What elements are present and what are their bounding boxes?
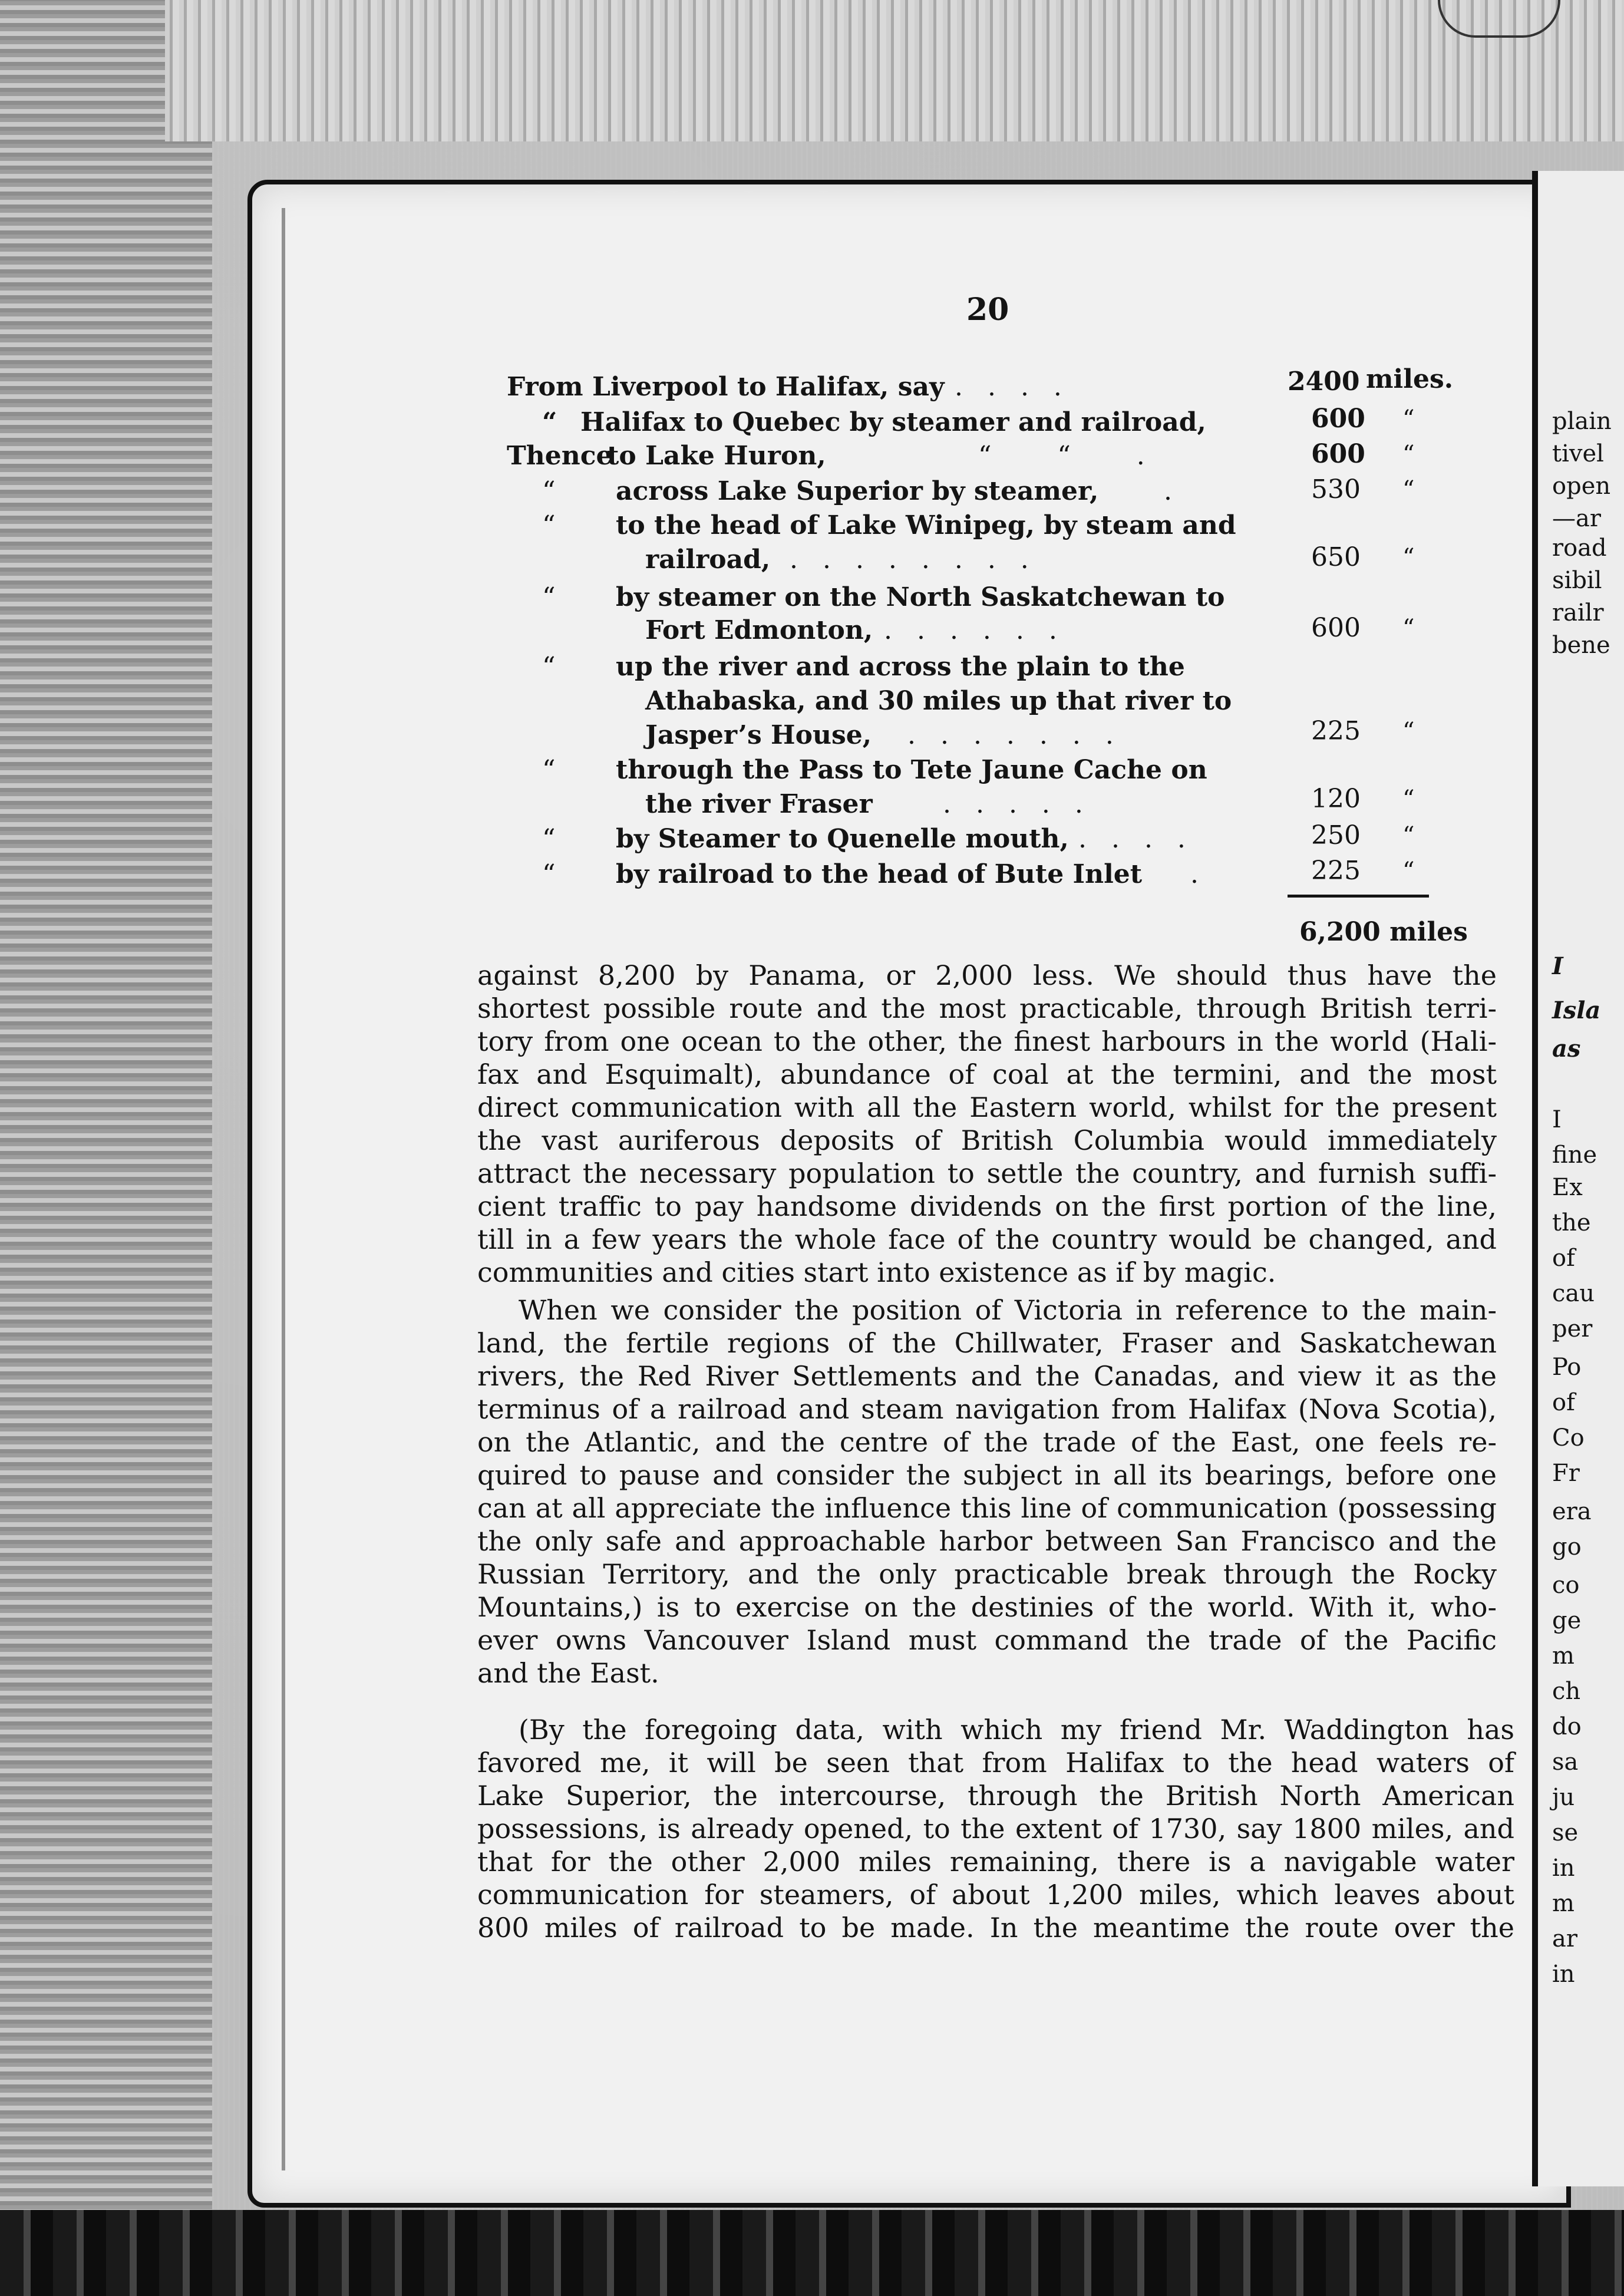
table-row-text-cont2: Jasper’s House, (645, 720, 872, 750)
paragraph-line: against 8,200 by Panama, or 2,000 less. We should thus have the (477, 959, 1497, 991)
page-gutter-shadow (282, 208, 285, 2170)
right-page-text-fragment: Ex (1552, 1174, 1583, 1201)
table-row-text: across Lake Superior by steamer, (616, 476, 1099, 506)
table-row-dots: “ “ . (978, 441, 1145, 471)
right-page-text-fragment: sibil (1552, 567, 1602, 594)
scan-edge-bottom (0, 2210, 1624, 2296)
right-page-text-fragment: ar (1552, 1925, 1577, 1952)
table-row-text-cont: Athabaska, and 30 miles up that river to (645, 686, 1232, 716)
table-row-text: to the head of Lake Winipeg, by steam and (616, 510, 1236, 540)
paragraph-line: and the East. (477, 1657, 659, 1689)
table-row-text: up the river and across the plain to the (616, 652, 1185, 682)
book-page-right-fragment (1532, 171, 1624, 2186)
paragraph-line: can at all appreciate the influence this line of communication (possessing (477, 1492, 1497, 1524)
table-row-text: through the Pass to Tete Jaune Cache on (616, 755, 1207, 785)
paragraph-line: (By the foregoing data, with which my friend Mr. Waddington has (519, 1714, 1514, 1746)
page-number: 20 (966, 292, 1009, 328)
table-row-text-cont: railroad, (645, 545, 771, 575)
table-row-text: Halifax to Quebec by steamer and railroad, (580, 407, 1206, 437)
right-page-text-fragment: do (1552, 1713, 1582, 1740)
right-page-text-fragment: Fr (1552, 1460, 1580, 1487)
table-row-dots: . (1190, 859, 1199, 889)
table-row-prefix: “ (542, 407, 557, 437)
right-page-text-fragment: plain (1552, 408, 1612, 435)
table-row-value: 250 (1311, 820, 1361, 850)
table-row-dots: . . . . . . . . (790, 545, 1037, 575)
paragraph-line: cient traffic to pay handsome dividends on the first portion of the line, (477, 1190, 1497, 1222)
table-row-dots: . . . . (955, 372, 1070, 402)
right-page-text-fragment: m (1552, 1642, 1575, 1670)
right-page-text-fragment: Po (1552, 1354, 1582, 1381)
right-page-text-fragment: ju (1552, 1784, 1575, 1811)
right-page-text-fragment: ge (1552, 1607, 1582, 1634)
table-row-unit: “ (1402, 718, 1415, 745)
paragraph-line: tory from one ocean to the other, the finest harbours in the world (Hali- (477, 1025, 1497, 1057)
stamp-fragment (1438, 0, 1560, 38)
table-row-prefix: Thence (507, 441, 613, 471)
table-row-prefix: “ (542, 824, 556, 854)
right-page-text-fragment: railr (1552, 599, 1604, 626)
table-row-value: 600 (1311, 613, 1361, 643)
right-page-text-fragment: era (1552, 1498, 1592, 1525)
table-total: 6,200 miles (1299, 917, 1468, 947)
paragraph-line: favored me, it will be seen that from Halifax to the head waters of (477, 1747, 1514, 1779)
paragraph-line: till in a few years the whole face of the country would be changed, and (477, 1223, 1497, 1255)
right-page-text-fragment: in (1552, 1855, 1575, 1882)
table-row-value: 650 (1311, 542, 1361, 572)
table-row-unit: “ (1402, 405, 1415, 433)
right-page-text-fragment: go (1552, 1533, 1582, 1561)
table-row-text-cont: the river Fraser (645, 789, 873, 819)
table-row-prefix: “ (542, 755, 556, 785)
right-page-text-fragment: as (1552, 1035, 1581, 1063)
table-row-value: 225 (1311, 716, 1361, 746)
scan-edge-left (0, 0, 212, 2296)
table-row-unit: “ (1402, 615, 1415, 642)
paragraph-line: terminus of a railroad and steam navigation from Halifax (Nova Scotia), (477, 1393, 1497, 1425)
table-row-unit: “ (1402, 544, 1415, 571)
right-page-text-fragment: road (1552, 535, 1607, 562)
table-row-value: 600 (1311, 439, 1365, 469)
table-row-text: by Steamer to Quenelle mouth, (616, 824, 1069, 854)
paragraph-line: land, the fertile regions of the Chillwater, Fraser and Saskatchewan (477, 1327, 1497, 1359)
paragraph-line: 800 miles of railroad to be made. In the meantime the route over the (477, 1912, 1514, 1944)
table-row-unit: “ (1402, 822, 1415, 849)
paragraph-line: shortest possible route and the most practicable, through British terri- (477, 992, 1497, 1024)
table-row-text: to Lake Huron, (607, 441, 826, 471)
right-page-text-fragment: ch (1552, 1678, 1581, 1705)
table-row-prefix: “ (542, 859, 556, 889)
paragraph-line: communication for steamers, of about 1,200 miles, which leaves about (477, 1879, 1514, 1911)
total-rule (1288, 895, 1429, 898)
table-row-prefix: “ (542, 510, 556, 540)
table-row-dots: . (1164, 476, 1172, 506)
paragraph-line: the vast auriferous deposits of British Columbia would immediately (477, 1124, 1497, 1156)
right-page-text-fragment: fine (1552, 1142, 1597, 1169)
right-page-text-fragment: se (1552, 1819, 1579, 1846)
table-row-prefix: From (507, 372, 583, 402)
right-page-text-fragment: bene (1552, 632, 1610, 659)
table-row-value: 225 (1311, 856, 1361, 886)
paragraph-line: Russian Territory, and the only practicable break through the Rocky (477, 1558, 1497, 1590)
right-page-text-fragment: tivel (1552, 440, 1604, 467)
table-row-unit: “ (1402, 786, 1415, 813)
table-row-text-cont: Fort Edmonton, (645, 615, 873, 645)
table-row-value: 530 (1311, 474, 1361, 504)
paragraph-line: When we consider the position of Victoria in reference to the main- (519, 1294, 1497, 1326)
right-page-text-fragment: the (1552, 1209, 1591, 1236)
right-page-text-fragment: co (1552, 1572, 1580, 1599)
right-page-text-fragment: of (1552, 1389, 1575, 1416)
right-page-text-fragment: m (1552, 1890, 1575, 1917)
table-row-dots: . . . . (1078, 824, 1194, 854)
right-page-text-fragment: in (1552, 1961, 1575, 1988)
scan-edge-top (165, 0, 1624, 141)
table-row-unit: “ (1402, 857, 1415, 885)
right-page-text-fragment: open (1552, 473, 1611, 500)
paragraph-line: on the Atlantic, and the centre of the trade of the East, one feels re- (477, 1426, 1497, 1458)
table-row-unit: “ (1402, 476, 1415, 503)
right-page-text-fragment: per (1552, 1315, 1593, 1342)
paragraph-line: communities and cities start into existence as if by magic. (477, 1256, 1276, 1288)
table-row-prefix: “ (542, 476, 556, 506)
table-row-prefix: “ (542, 652, 556, 682)
table-row-text: by railroad to the head of Bute Inlet (616, 859, 1143, 889)
table-row-value: 120 (1311, 784, 1361, 814)
paragraph-line: quired to pause and consider the subject in all its bearings, before one (477, 1459, 1497, 1491)
paragraph-line: direct communication with all the Eastern world, whilst for the present (477, 1091, 1497, 1123)
right-page-text-fragment: I (1552, 952, 1563, 980)
table-row-value: 2400 (1288, 367, 1360, 397)
paragraph-line: fax and Esquimalt), abundance of coal at the termini, and the most (477, 1058, 1497, 1090)
right-page-text-fragment: sa (1552, 1749, 1579, 1776)
table-row-prefix: “ (542, 582, 556, 612)
paragraph-line: rivers, the Red River Settlements and the Canadas, and view it as the (477, 1360, 1497, 1392)
right-page-text-fragment: I (1552, 1106, 1562, 1133)
table-row-unit: “ (1402, 441, 1415, 468)
paragraph-line: possessions, is already opened, to the extent of 1730, say 1800 miles, and (477, 1813, 1514, 1845)
paragraph-line: the only safe and approachable harbor between San Francisco and the (477, 1525, 1497, 1557)
paragraph-line: Lake Superior, the intercourse, through the British North American (477, 1780, 1514, 1812)
right-page-text-fragment: Isla (1552, 997, 1601, 1024)
table-row-text: Liverpool to Halifax, say (592, 372, 945, 402)
right-page-text-fragment: Co (1552, 1424, 1585, 1452)
right-page-text-fragment: of (1552, 1245, 1575, 1272)
table-row-dots: . . . . . (943, 789, 1091, 819)
paragraph-line: attract the necessary population to settle the country, and furnish suffi- (477, 1157, 1497, 1189)
table-row-unit: miles. (1366, 364, 1454, 394)
paragraph-line: Mountains,) is to exercise on the destinies of the world. With it, who- (477, 1591, 1497, 1623)
table-row-value: 600 (1311, 404, 1365, 434)
paragraph-line: that for the other 2,000 miles remaining, there is a navigable water (477, 1846, 1514, 1878)
paragraph-line: ever owns Vancouver Island must command the trade of the Pacific (477, 1624, 1497, 1656)
right-page-text-fragment: cau (1552, 1280, 1595, 1307)
table-row-text: by steamer on the North Saskatchewan to (616, 582, 1225, 612)
table-row-dots: . . . . . . . (907, 720, 1122, 750)
table-row-dots: . . . . . . (884, 615, 1065, 645)
right-page-text-fragment: —ar (1552, 505, 1601, 532)
